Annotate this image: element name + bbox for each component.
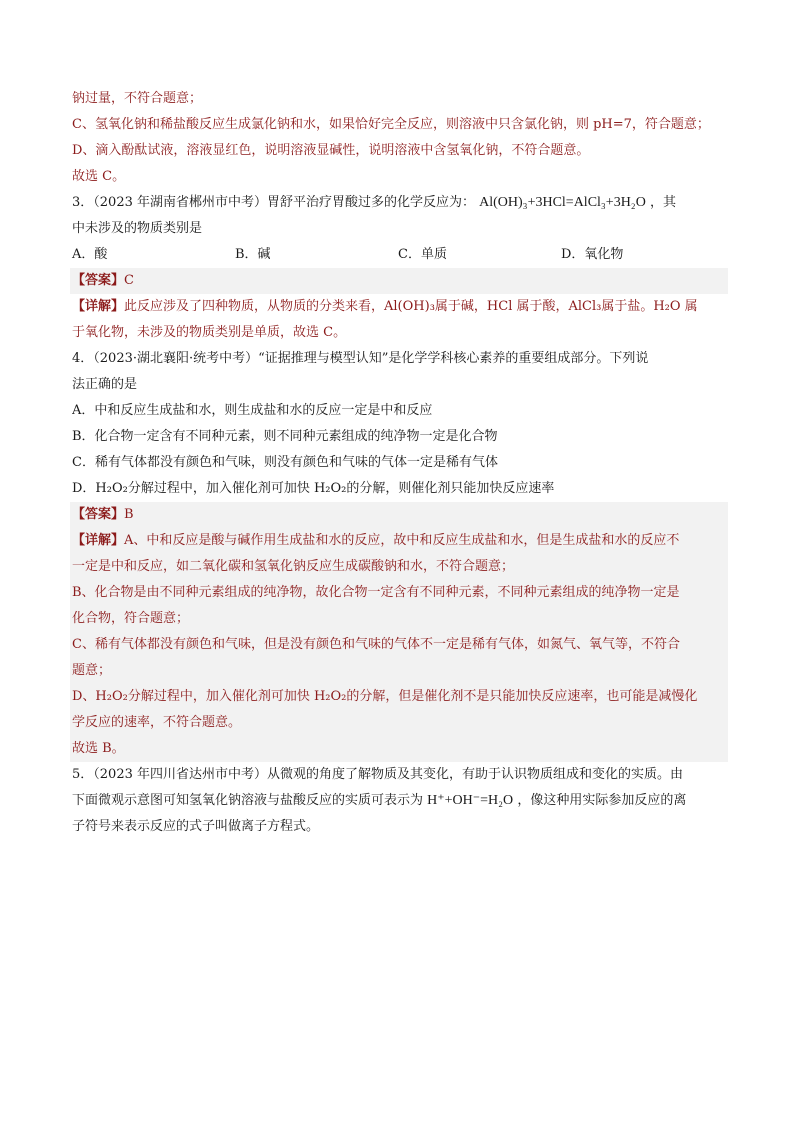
prev-explanation-line: C、氢氧化钠和稀盐酸反应生成氯化钠和水，如果恰好完全反应，则溶液中只含氯化钠，则 pH=7，符合题意； bbox=[72, 117, 710, 132]
q3-option-a: A．酸 bbox=[72, 247, 108, 262]
q4-option-b: B．化合物一定含有不同种元素，则不同种元素组成的纯净物一定是化合物 bbox=[72, 429, 498, 444]
prev-explanation-line: D、滴入酚酞试液，溶液显红色，说明溶液显碱性，说明溶液中含氢氧化钠，不符合题意。 bbox=[72, 143, 590, 158]
q5-stem-cont bbox=[72, 788, 726, 814]
q3-detail bbox=[72, 294, 726, 320]
q4-detail-d: D、H₂O₂分解过程中，加入催化剂可加快 H₂O₂的分解，但是催化剂不是只能加快反应速率，也可能是减慢化 bbox=[72, 689, 698, 704]
answer-tag: 【答案】 bbox=[72, 273, 125, 288]
document-page bbox=[72, 86, 726, 840]
q5-stem-end: 子符号来表示反应的式子叫做离子方程式。 bbox=[72, 819, 320, 834]
q4-stem: 4．（2023·湖北襄阳·统考中考）“证据推理与模型认知”是化学学科核心素养的重要组成部分。下列说 bbox=[72, 351, 649, 366]
q3-detail-text: 此反应涉及了四种物质，从物质的分类来看，Al(OH)₃属于碱，HCl 属于酸，AlCl₃属于盐。H₂O 属 bbox=[124, 299, 698, 314]
answer-tag: 【答案】 bbox=[72, 507, 125, 522]
q3-stem-cont: 中未涉及的物质类别是 bbox=[72, 221, 203, 236]
q4-stem-cont: 法正确的是 bbox=[72, 377, 138, 392]
q4-option-a: A．中和反应生成盐和水，则生成盐和水的反应一定是中和反应 bbox=[72, 403, 433, 418]
prev-conclusion: 故选 C。 bbox=[72, 169, 126, 184]
q3-option-d: D．氧化物 bbox=[561, 247, 624, 262]
q5-formula: H⁺+OH⁻=H₂O bbox=[427, 793, 514, 808]
q4-answer-block bbox=[70, 502, 728, 762]
q3-answer bbox=[72, 268, 728, 294]
q4-detail-c-cont: 题意； bbox=[72, 663, 112, 678]
q3-stem-tail: ，其 bbox=[649, 195, 676, 210]
q4-detail-c: C、稀有气体都没有颜色和气味，但是没有颜色和气味的气体不一定是稀有气体，如氮气、氧气等，不符合 bbox=[72, 637, 680, 652]
q3-formula: Al(OH)₃+3HCl=AlCl₃+3H₂O bbox=[479, 195, 646, 210]
q4-detail-b-cont: 化合物，符合题意； bbox=[72, 611, 190, 626]
detail-tag: 【详解】 bbox=[72, 533, 125, 548]
q3-option-c: C．单质 bbox=[398, 247, 447, 262]
q4-detail-a-cont: 一定是中和反应，如二氧化碳和氢氧化钠反应生成碳酸钠和水，不符合题意； bbox=[72, 559, 515, 574]
q4-detail-a bbox=[72, 528, 728, 554]
q3-answer-block bbox=[70, 268, 728, 294]
q4-conclusion: 故选 B。 bbox=[72, 741, 125, 756]
q5-stem-text: 下面微观示意图可知氢氧化钠溶液与盐酸反应的实质可表示为 bbox=[72, 793, 424, 808]
prev-explanation-line: 钠过量，不符合题意； bbox=[72, 91, 203, 106]
q3-option-b: B．碱 bbox=[235, 247, 271, 262]
q3-options bbox=[72, 242, 726, 268]
q4-detail-d-cont: 学反应的速率，不符合题意。 bbox=[72, 715, 242, 730]
q3-answer-value: C bbox=[124, 273, 134, 288]
q3-stem bbox=[72, 190, 726, 216]
q4-option-c: C．稀有气体都没有颜色和气味，则没有颜色和气味的气体一定是稀有气体 bbox=[72, 455, 498, 470]
q5-stem-tail: ，像这种用实际参加反应的离 bbox=[517, 793, 687, 808]
detail-tag: 【详解】 bbox=[72, 299, 125, 314]
q5-stem: 5．（2023 年四川省达州市中考）从微观的角度了解物质及其变化，有助于认识物质组成和变化的实质。由 bbox=[72, 767, 683, 782]
q4-option-d: D．H₂O₂分解过程中，加入催化剂可加快 H₂O₂的分解，则催化剂只能加快反应速率 bbox=[72, 481, 555, 496]
q3-detail-cont: 于氧化物，未涉及的物质类别是单质，故选 C。 bbox=[72, 325, 347, 340]
q4-detail-b: B、化合物是由不同种元素组成的纯净物，故化合物一定含有不同种元素，不同种元素组成的纯净物一定是 bbox=[72, 585, 680, 600]
q4-answer bbox=[72, 502, 728, 528]
q4-answer-value: B bbox=[124, 507, 134, 522]
q3-stem-text: 3．（2023 年湖南省郴州市中考）胃舒平治疗胃酸过多的化学反应为： bbox=[72, 195, 475, 210]
q4-detail-a-text: A、中和反应是酸与碱作用生成盐和水的反应，故中和反应生成盐和水，但是生成盐和水的反应不 bbox=[124, 533, 680, 548]
